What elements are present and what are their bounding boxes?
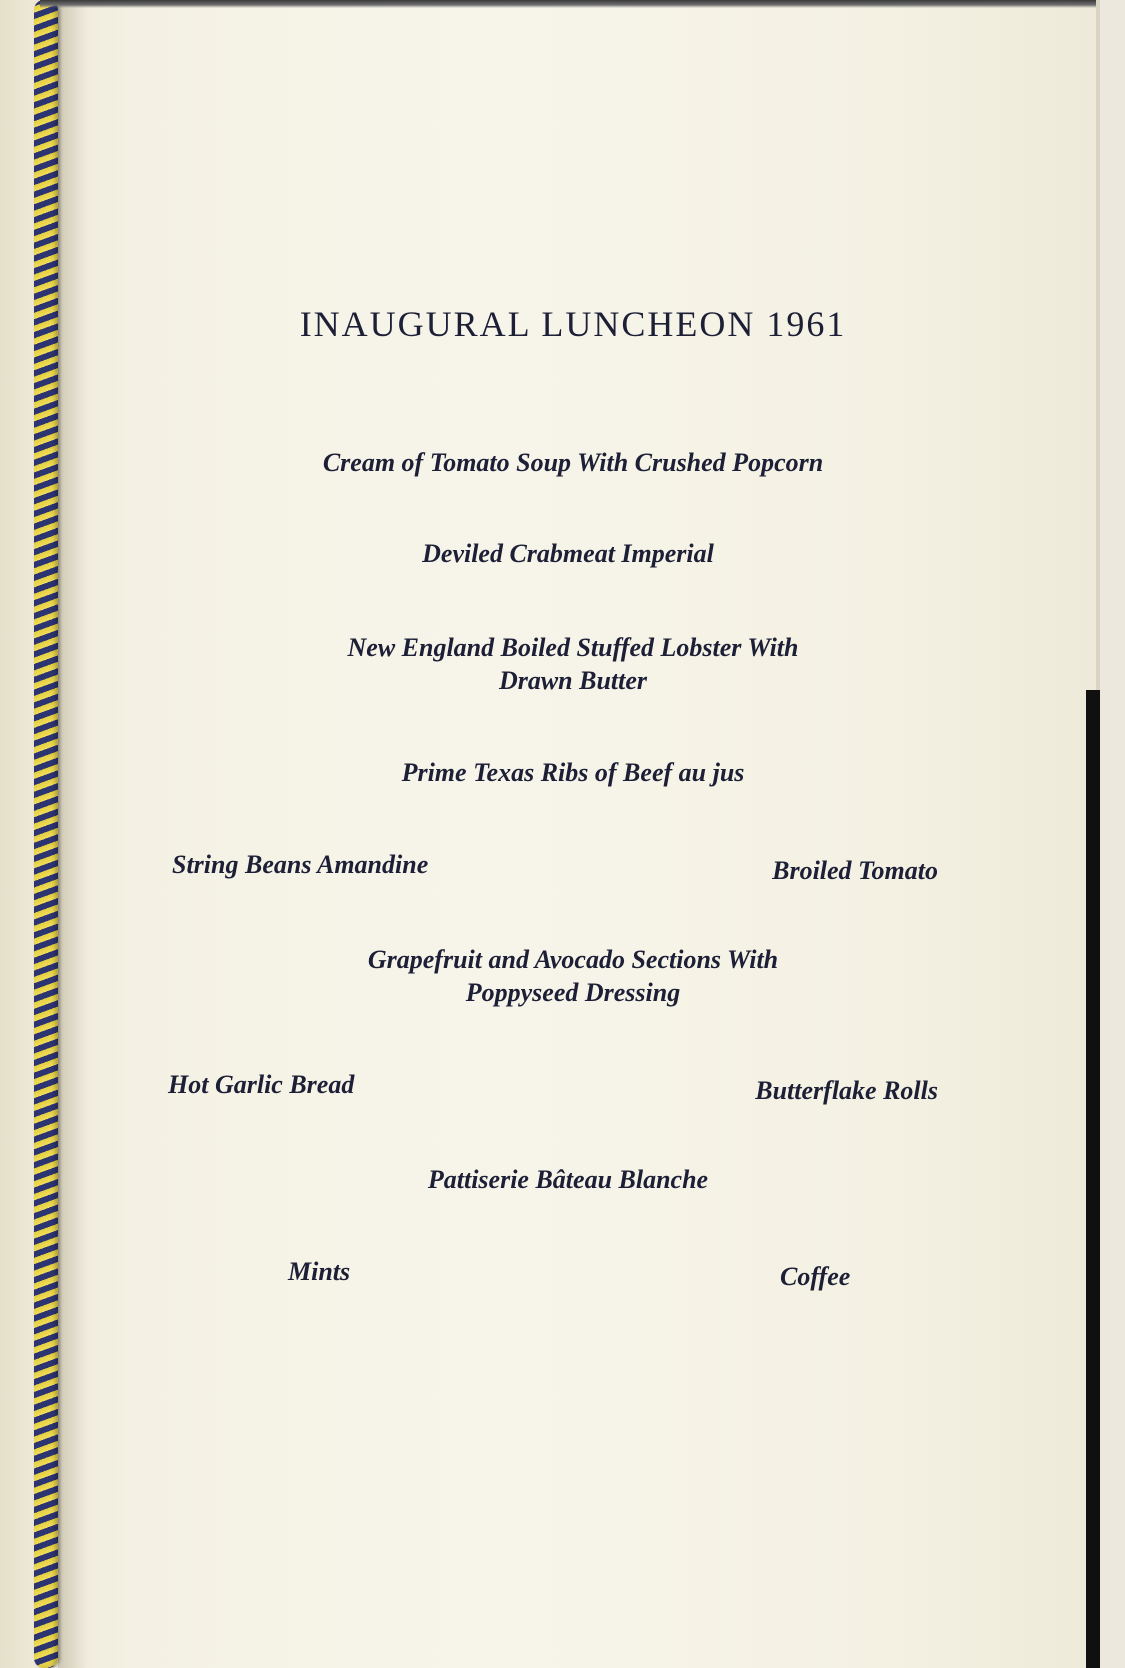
menu-title: INAUGURAL LUNCHEON 1961 [299,304,847,344]
page-top-edge [40,0,1100,8]
menu-item-crab: Deviled Crabmeat Imperial [422,539,714,568]
menu-item-lobster-line2: Drawn Butter [498,666,648,695]
menu-item-coffee: Coffee [780,1262,851,1291]
menu-item-string-beans: String Beans Amandine [172,850,429,879]
menu-item-grapefruit-line2: Poppyseed Dressing [465,978,681,1007]
menu-item-broiled-tomato: Broiled Tomato [772,856,938,885]
menu-item-grapefruit-line1: Grapefruit and Avocado Sections With [367,945,779,974]
menu-item-beef: Prime Texas Ribs of Beef au jus [401,758,745,787]
menu-item-soup: Cream of Tomato Soup With Crushed Popcorn [322,448,824,477]
menu-item-pastry: Pattiserie Bâteau Blanche [427,1165,709,1194]
twisted-cord-binding [34,0,58,1668]
menu-item-butterflake-rolls: Butterflake Rolls [755,1076,938,1105]
cord-shadow [58,0,88,1668]
menu-item-lobster-line1: New England Boiled Stuffed Lobster With [347,633,799,662]
page-fold-strip [0,0,34,1668]
menu-item-mints: Mints [288,1257,351,1286]
menu-item-garlic-bread: Hot Garlic Bread [168,1070,355,1099]
